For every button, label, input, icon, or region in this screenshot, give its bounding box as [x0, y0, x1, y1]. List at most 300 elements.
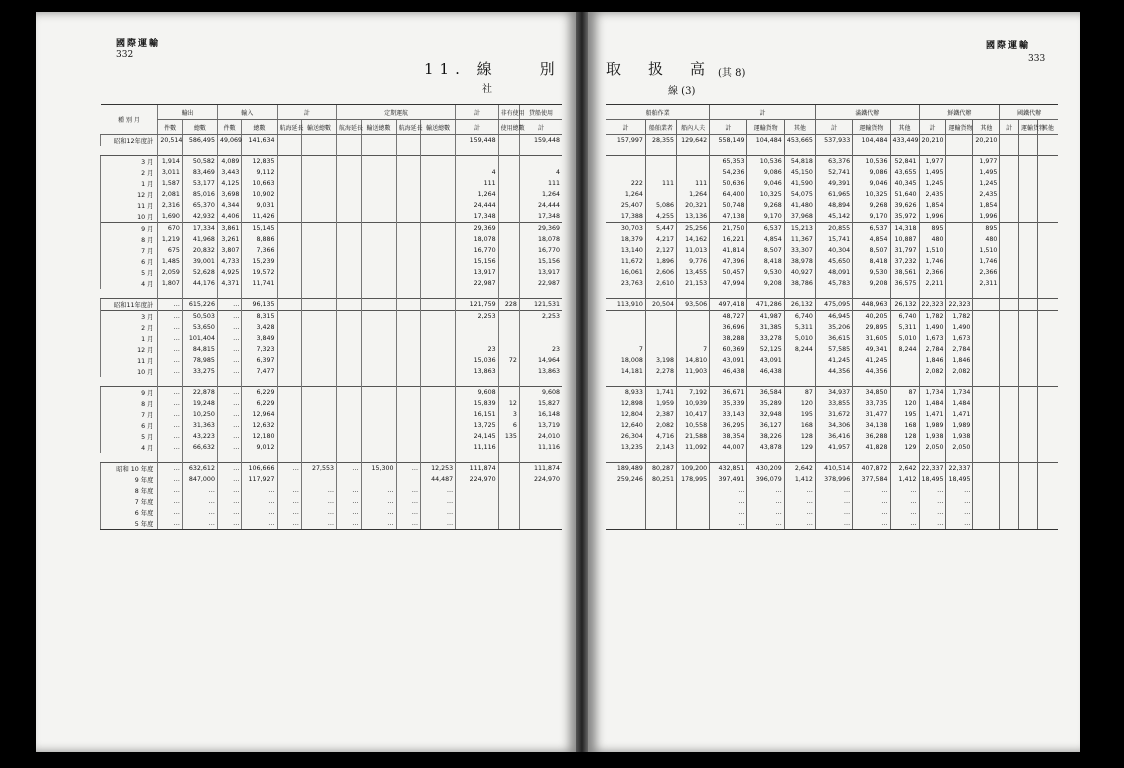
- spacer-cell: [456, 146, 499, 156]
- table-cell: 195: [890, 409, 919, 420]
- table-cell: 15,300: [361, 463, 396, 475]
- table-row: [101, 409, 563, 420]
- table-cell: …: [217, 518, 241, 530]
- table-cell: 1,485: [158, 256, 182, 267]
- table-cell: [1019, 496, 1038, 507]
- table-row: [606, 178, 1058, 189]
- table-cell: …: [301, 518, 336, 530]
- table-cell: …: [710, 485, 747, 496]
- table-cell: …: [158, 398, 182, 409]
- table-cell: [1000, 431, 1019, 442]
- table-cell: 1,896: [645, 256, 676, 267]
- table-cell: 36,696: [710, 322, 747, 333]
- table-cell: 15,741: [815, 234, 852, 245]
- table-row: [101, 420, 563, 431]
- table-cell: 42,932: [182, 211, 217, 223]
- table-cell: [456, 518, 499, 530]
- table-cell: 18,078: [519, 234, 562, 245]
- spacer-cell: [747, 377, 784, 387]
- table-cell: [301, 167, 336, 178]
- spacer-cell: [747, 289, 784, 299]
- table-row: [101, 474, 563, 485]
- table-cell: [1019, 189, 1038, 200]
- table-cell: [421, 156, 456, 168]
- table-cell: 20,514: [158, 135, 182, 147]
- table-cell: 16,151: [456, 409, 499, 420]
- table-cell: [1019, 135, 1038, 147]
- table-cell: [301, 267, 336, 278]
- spacer-cell: [361, 289, 396, 299]
- table-cell: 4,089: [217, 156, 241, 168]
- table-cell: 66,632: [182, 442, 217, 453]
- table-cell: 20,210: [973, 135, 1000, 147]
- table-cell: …: [890, 485, 919, 496]
- table-cell: 41,245: [853, 355, 890, 366]
- table-cell: 37,968: [784, 211, 815, 223]
- table-cell: …: [242, 507, 277, 518]
- table-cell: [498, 278, 519, 289]
- table-cell: [277, 299, 301, 311]
- table-row: [606, 333, 1058, 344]
- table-cell: 11,426: [242, 211, 277, 223]
- table-cell: 4,854: [747, 234, 784, 245]
- spacer-cell: [710, 289, 747, 299]
- table-cell: 29,895: [853, 322, 890, 333]
- table-cell: [1037, 355, 1058, 366]
- spacer-cell: [784, 377, 815, 387]
- table-cell: [973, 409, 1000, 420]
- table-cell: 410,514: [815, 463, 852, 475]
- table-cell: …: [396, 485, 420, 496]
- spacer-cell: [242, 146, 277, 156]
- table-cell: …: [337, 507, 361, 518]
- table-cell: 1,854: [973, 200, 1000, 211]
- table-cell: …: [158, 344, 182, 355]
- table-row: [101, 333, 563, 344]
- table-cell: 12,640: [620, 422, 643, 429]
- spacer-cell: [158, 453, 182, 463]
- table-cell: 21,153: [676, 278, 709, 289]
- table-row: [606, 355, 1058, 366]
- table-cell: 5,086: [645, 200, 676, 211]
- table-cell: 10,325: [853, 189, 890, 200]
- table-cell: [421, 211, 456, 223]
- table-cell: [498, 135, 519, 147]
- table-cell: 2,143: [645, 442, 676, 453]
- table-cell: 1,510: [973, 245, 1000, 256]
- table-cell: 10 月: [101, 366, 158, 377]
- table-cell: …: [361, 507, 396, 518]
- table-cell: [1000, 485, 1019, 496]
- table-cell: [498, 387, 519, 399]
- table-cell: 3 月: [101, 156, 158, 168]
- table-cell: [1000, 463, 1019, 475]
- table-cell: [277, 223, 301, 235]
- table-row: [101, 135, 563, 147]
- table-cell: [1000, 507, 1019, 518]
- table-cell: [606, 485, 645, 496]
- table-cell: 4,406: [217, 211, 241, 223]
- table-cell: …: [853, 496, 890, 507]
- column-header: 航海延長: [277, 120, 301, 135]
- table-cell: [337, 211, 361, 223]
- table-cell: 85,016: [182, 189, 217, 200]
- table-row: [101, 167, 563, 178]
- table-cell: [301, 156, 336, 168]
- table-cell: 63,376: [815, 156, 852, 168]
- table-cell: 22,337: [919, 463, 946, 475]
- table-cell: [421, 223, 456, 235]
- spacer-cell: [946, 377, 973, 387]
- table-cell: [1000, 322, 1019, 333]
- table-cell: 53,177: [182, 178, 217, 189]
- table-cell: 32,948: [747, 409, 784, 420]
- table-cell: [645, 518, 676, 530]
- spacer-cell: [217, 377, 241, 387]
- table-cell: 7,366: [242, 245, 277, 256]
- table-cell: [421, 344, 456, 355]
- table-cell: [301, 135, 336, 147]
- table-cell: …: [158, 507, 182, 518]
- table-cell: [498, 485, 519, 496]
- spacer-cell: [1019, 146, 1038, 156]
- table-cell: 48,091: [815, 267, 852, 278]
- table-cell: [498, 474, 519, 485]
- spacer-cell: [1000, 377, 1019, 387]
- table-cell: 38,354: [710, 431, 747, 442]
- table-cell: 43,878: [747, 442, 784, 453]
- table-cell: [498, 200, 519, 211]
- table-cell: [1037, 223, 1058, 235]
- table-cell: [396, 409, 420, 420]
- table-cell: 47,396: [710, 256, 747, 267]
- table-cell: 44,487: [421, 474, 456, 485]
- table-cell: …: [853, 518, 890, 530]
- table-row: [606, 507, 1058, 518]
- table-cell: [337, 156, 361, 168]
- table-row: [101, 398, 563, 409]
- table-cell: 13,863: [519, 366, 562, 377]
- table-cell: [337, 442, 361, 453]
- table-cell: 37,232: [890, 256, 919, 267]
- spacer-cell: [919, 146, 946, 156]
- table-cell: [277, 366, 301, 377]
- table-cell: 9,046: [853, 178, 890, 189]
- spacer-cell: [182, 377, 217, 387]
- spacer-cell: [890, 377, 919, 387]
- table-cell: 9,012: [242, 442, 277, 453]
- table-cell: 34,138: [853, 420, 890, 431]
- table-cell: …: [217, 420, 241, 431]
- spacer-cell: [158, 146, 182, 156]
- table-cell: 632,612: [182, 463, 217, 475]
- table-cell: 44,176: [182, 278, 217, 289]
- table-cell: [973, 333, 1000, 344]
- table-cell: 33,307: [784, 245, 815, 256]
- table-cell: [361, 200, 396, 211]
- table-cell: 16,221: [710, 234, 747, 245]
- table-cell: [498, 223, 519, 235]
- table-cell: [277, 311, 301, 323]
- spacer-cell: [1037, 146, 1058, 156]
- table-cell: 12,835: [242, 156, 277, 168]
- table-cell: 9,208: [853, 278, 890, 289]
- spacer-cell: [676, 377, 709, 387]
- table-cell: 2,082: [645, 420, 676, 431]
- column-header: 計: [815, 120, 852, 135]
- table-row: [101, 518, 563, 530]
- table-cell: [498, 333, 519, 344]
- table-cell: 9,170: [853, 211, 890, 223]
- table-cell: 1,264: [456, 189, 499, 200]
- table-cell: [519, 507, 562, 518]
- table-cell: 9,031: [242, 200, 277, 211]
- table-cell: [301, 387, 336, 399]
- table-cell: [1000, 156, 1019, 168]
- table-cell: 10,250: [182, 409, 217, 420]
- table-cell: [421, 420, 456, 431]
- table-cell: [1019, 485, 1038, 496]
- table-cell: 36,575: [890, 278, 919, 289]
- table-cell: [498, 167, 519, 178]
- group-total: 計: [710, 105, 816, 120]
- table-cell: 111,874: [519, 463, 562, 475]
- table-row: [606, 267, 1058, 278]
- table-cell: [421, 299, 456, 311]
- table-row: [606, 189, 1058, 200]
- table-cell: [606, 311, 645, 323]
- column-header: 航海延長: [337, 120, 361, 135]
- table-cell: [301, 355, 336, 366]
- table-cell: …: [815, 496, 852, 507]
- table-cell: 44,007: [710, 442, 747, 453]
- table-cell: 10,939: [676, 398, 709, 409]
- table-cell: [337, 322, 361, 333]
- table-cell: 65,353: [710, 156, 747, 168]
- table-cell: 7,323: [242, 344, 277, 355]
- table-cell: [277, 344, 301, 355]
- table-cell: [301, 442, 336, 453]
- table-cell: [973, 442, 1000, 453]
- table-cell: 895: [973, 223, 1000, 235]
- table-cell: 471,286: [747, 299, 784, 311]
- left-page: [36, 12, 576, 752]
- table-cell: 7: [638, 346, 643, 353]
- table-cell: [1019, 256, 1038, 267]
- spacer-cell: [676, 289, 709, 299]
- table-cell: [1037, 474, 1058, 485]
- table-cell: [277, 156, 301, 168]
- table-cell: 40,304: [815, 245, 852, 256]
- table-cell: [1019, 333, 1038, 344]
- table-cell: 1,510: [919, 245, 946, 256]
- table-cell: [421, 322, 456, 333]
- table-cell: 13,917: [456, 267, 499, 278]
- table-cell: 12,632: [242, 420, 277, 431]
- column-header: 運輸貨物: [1019, 120, 1038, 135]
- table-cell: [396, 135, 420, 147]
- column-header: 其他: [890, 120, 919, 135]
- table-cell: 15,239: [242, 256, 277, 267]
- table-cell: …: [217, 322, 241, 333]
- table-cell: [1000, 223, 1019, 235]
- table-cell: 22,987: [456, 278, 499, 289]
- table-cell: 6,397: [242, 355, 277, 366]
- table-cell: …: [158, 463, 182, 475]
- table-cell: …: [946, 496, 973, 507]
- table-cell: 109,200: [676, 463, 709, 475]
- spacer-cell: [645, 289, 676, 299]
- table-cell: [973, 507, 1000, 518]
- table-cell: 1,746: [973, 256, 1000, 267]
- spacer-cell: [337, 289, 361, 299]
- right-header: 國際運輸: [986, 41, 1031, 51]
- table-cell: 43,091: [710, 355, 747, 366]
- table-cell: …: [158, 518, 182, 530]
- spacer-cell: [301, 453, 336, 463]
- table-cell: [277, 211, 301, 223]
- table-cell: 3,443: [217, 167, 241, 178]
- spacer-row: [606, 377, 1058, 387]
- table-cell: …: [277, 463, 301, 475]
- table-cell: [421, 442, 456, 453]
- spacer-cell: [421, 377, 456, 387]
- table-cell: [498, 311, 519, 323]
- table-cell: [973, 420, 1000, 431]
- table-cell: [645, 189, 676, 200]
- table-cell: 16,061: [620, 269, 643, 276]
- table-cell: 6,537: [853, 223, 890, 235]
- table-cell: …: [217, 344, 241, 355]
- table-cell: 9,208: [747, 278, 784, 289]
- table-cell: 15,156: [519, 256, 562, 267]
- table-cell: …: [158, 420, 182, 431]
- spacer-row: [101, 289, 563, 299]
- table-cell: 4,925: [217, 267, 241, 278]
- table-cell: [973, 299, 1000, 311]
- table-row: [606, 322, 1058, 333]
- table-cell: 895: [919, 223, 946, 235]
- table-cell: [1037, 167, 1058, 178]
- table-cell: [1037, 463, 1058, 475]
- table-cell: [645, 322, 676, 333]
- column-header: 航海延長: [396, 120, 420, 135]
- table-cell: 41,968: [182, 234, 217, 245]
- spacer-cell: [277, 377, 301, 387]
- table-cell: 10,417: [676, 409, 709, 420]
- table-cell: [421, 178, 456, 189]
- table-cell: 1,782: [919, 311, 946, 323]
- spacer-cell: [853, 146, 890, 156]
- table-cell: [973, 387, 1000, 399]
- table-row: [101, 311, 563, 323]
- table-row: [606, 156, 1058, 168]
- table-cell: 1,471: [946, 409, 973, 420]
- table-cell: 43,091: [747, 355, 784, 366]
- table-cell: …: [890, 496, 919, 507]
- table-cell: 24,444: [519, 200, 562, 211]
- table-cell: 1,471: [919, 409, 946, 420]
- table-cell: [1019, 167, 1038, 178]
- table-cell: [421, 366, 456, 377]
- table-cell: [1000, 387, 1019, 399]
- table-cell: [946, 223, 973, 235]
- spacer-cell: [101, 453, 158, 463]
- table-cell: 9,776: [676, 256, 709, 267]
- table-cell: 2,082: [946, 366, 973, 377]
- table-cell: 480: [919, 234, 946, 245]
- table-row: [101, 355, 563, 366]
- table-cell: 50,582: [182, 156, 217, 168]
- table-cell: 45,650: [815, 256, 852, 267]
- table-cell: [498, 496, 519, 507]
- table-cell: …: [747, 518, 784, 530]
- table-cell: [396, 344, 420, 355]
- table-cell: [337, 245, 361, 256]
- table-cell: [645, 496, 676, 507]
- table-cell: 48,894: [815, 200, 852, 211]
- table-row: [101, 256, 563, 267]
- table-cell: [421, 200, 456, 211]
- table-cell: 1,495: [919, 167, 946, 178]
- table-cell: 1,846: [946, 355, 973, 366]
- spacer-row: [101, 377, 563, 387]
- table-row: [101, 366, 563, 377]
- table-cell: 22,337: [946, 463, 973, 475]
- table-cell: …: [217, 507, 241, 518]
- spacer-cell: [645, 377, 676, 387]
- table-cell: [973, 311, 1000, 323]
- table-cell: …: [158, 431, 182, 442]
- table-cell: 2,127: [645, 245, 676, 256]
- table-cell: [337, 167, 361, 178]
- table-cell: [337, 431, 361, 442]
- spacer-cell: [853, 453, 890, 463]
- table-cell: 3,849: [242, 333, 277, 344]
- table-cell: 4 月: [101, 278, 158, 289]
- table-row: [101, 431, 563, 442]
- table-cell: 1 月: [101, 178, 158, 189]
- table-cell: [519, 333, 562, 344]
- table-cell: [1019, 442, 1038, 453]
- table-row: [606, 245, 1058, 256]
- table-cell: 36,671: [710, 387, 747, 399]
- table-cell: [396, 267, 420, 278]
- table-cell: 106,666: [242, 463, 277, 475]
- spacer-cell: [606, 377, 645, 387]
- spacer-cell: [890, 453, 919, 463]
- table-cell: 6,740: [784, 311, 815, 323]
- table-cell: [337, 135, 361, 147]
- spacer-cell: [890, 289, 919, 299]
- table-cell: [396, 431, 420, 442]
- table-cell: [946, 135, 973, 147]
- table-cell: …: [217, 299, 241, 311]
- table-cell: [301, 311, 336, 323]
- table-cell: [606, 167, 645, 178]
- table-cell: 10,536: [747, 156, 784, 168]
- table-cell: 61,965: [815, 189, 852, 200]
- table-cell: [361, 442, 396, 453]
- table-cell: [361, 245, 396, 256]
- table-cell: 27,553: [301, 463, 336, 475]
- table-cell: …: [158, 311, 182, 323]
- left-page-number: 332: [116, 50, 134, 60]
- table-cell: 3,261: [217, 234, 241, 245]
- table-cell: 2,610: [645, 278, 676, 289]
- table-cell: 33,275: [182, 366, 217, 377]
- table-cell: 1,412: [890, 474, 919, 485]
